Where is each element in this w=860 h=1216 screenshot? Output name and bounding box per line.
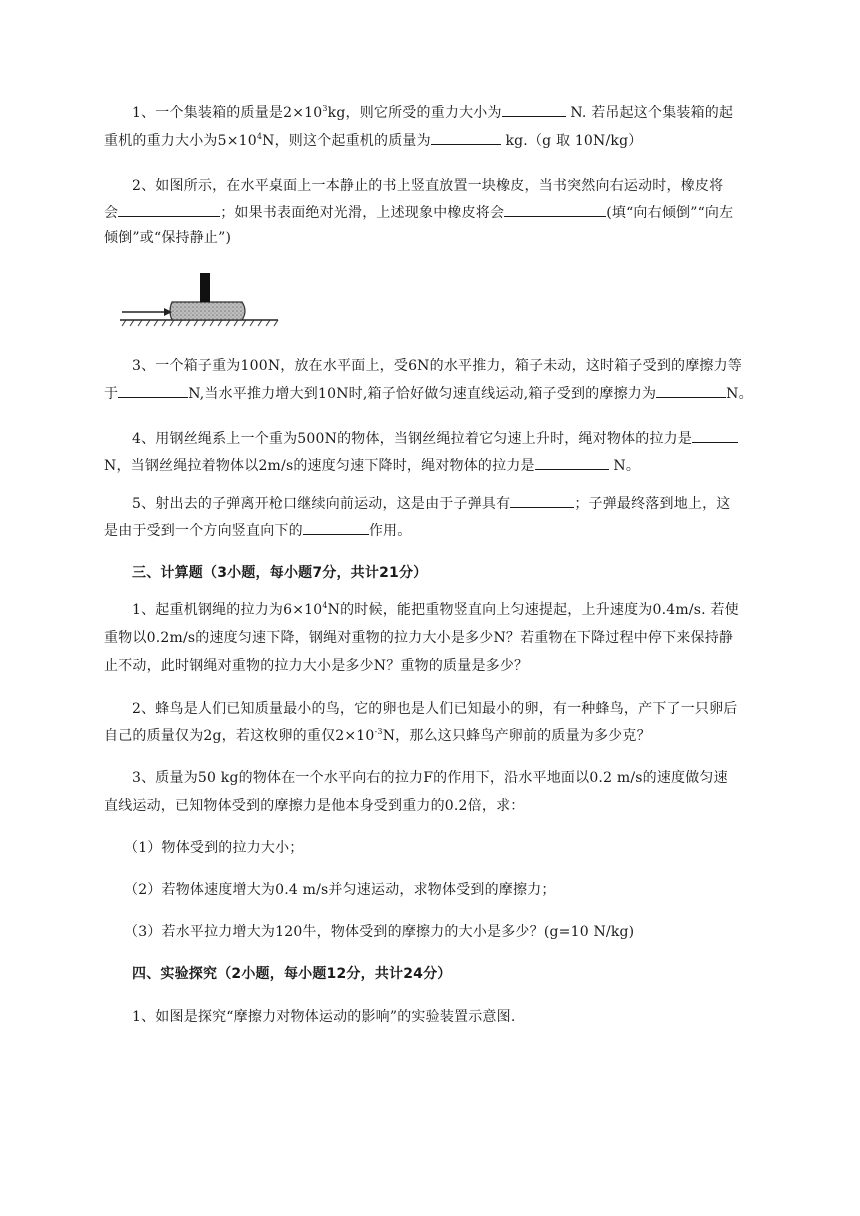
q3-text: N。 xyxy=(726,386,753,402)
exponent: 4 xyxy=(322,601,328,610)
q2-text: (填“向右倾倒”“向左 xyxy=(606,205,734,221)
c2-line2 xyxy=(104,722,804,750)
answer-blank[interactable] xyxy=(118,202,220,217)
hatching xyxy=(122,320,278,326)
q4-text: N。 xyxy=(608,458,641,474)
c1-line2: 重物以0.2m/s的速度匀速下降，钢绳对重物的拉力大小是多少N？若重物在下降过程中停下来保持静 xyxy=(104,630,734,646)
q1-line2 xyxy=(104,127,804,155)
answer-blank[interactable] xyxy=(303,520,369,535)
q2-line3: 倾倒”或“保持静止”) xyxy=(104,230,232,246)
q2-line2 xyxy=(104,199,804,227)
c1-text: 1、起重机钢绳的拉力为6×10 xyxy=(132,602,323,618)
c2-line1: 2、蜂鸟是人们已知质量最小的鸟，它的卵也是人们已知最小的卵，有一种蜂鸟，产下了一只卵后 xyxy=(132,701,738,717)
section-3-heading: 三、计算题（3小题，每小题7分，共计21分） xyxy=(132,565,428,581)
q1-text: 重机的重力大小为5×10 xyxy=(104,133,257,149)
q4-text: N，当钢丝绳拉着物体以2m/s的速度匀速下降时，绳对物体的拉力是 xyxy=(104,458,535,474)
q3-line2 xyxy=(104,380,804,408)
answer-blank[interactable] xyxy=(431,130,501,145)
q3-text: 于 xyxy=(104,386,119,402)
c3-line1: 3、质量为50 kg的物体在一个水平向右的拉力F的作用下，沿水平地面以0.2 m/s的速度做匀速 xyxy=(132,770,728,786)
q5-line1 xyxy=(132,490,832,518)
e1-line1: 1、如图是探究“摩擦力对物体运动的影响”的实验装置示意图. xyxy=(132,1009,516,1025)
exponent: -3 xyxy=(374,727,383,736)
answer-blank[interactable] xyxy=(118,383,188,398)
eraser-shape xyxy=(200,273,210,302)
q4-line1 xyxy=(132,425,832,453)
q1-text: kg.（g 取 10N/kg） xyxy=(500,133,643,149)
answer-blank[interactable] xyxy=(502,102,566,117)
q1-text: N. 若吊起这个集装箱的起 xyxy=(565,105,734,121)
q1-text: N，则这个起重机的质量为 xyxy=(262,133,431,149)
c3-sub3: （3）若水平拉力增大为120牛，物体受到的摩擦力的大小是多少？(g=10 N/kg) xyxy=(124,924,635,940)
q5-text: 作用。 xyxy=(368,523,412,539)
section-4-heading: 四、实验探究（2小题，每小题12分，共计24分） xyxy=(132,966,452,982)
q1-line1 xyxy=(132,99,832,127)
q3-line1: 3、一个箱子重为100N，放在水平面上，受6N的水平推力，箱子未动，这时箱子受到的摩擦力等 xyxy=(132,358,743,374)
c2-text: N，那么这只蜂鸟产卵前的质量为多少克？ xyxy=(382,728,651,744)
q5-text: 是由于受到一个方向竖直向下的 xyxy=(104,523,303,539)
c1-line3: 止不动，此时钢绳对重物的拉力大小是多少N？重物的质量是多少？ xyxy=(104,658,529,674)
q2-text: 会 xyxy=(104,205,119,221)
q4-text: 4、用钢丝绳系上一个重为500N的物体，当钢丝绳拉着它匀速上升时，绳对物体的拉力是 xyxy=(132,431,693,447)
c2-text: 自己的质量仅为2g，若这枚卵的重仅2×10 xyxy=(104,728,375,744)
book-shape xyxy=(170,302,245,320)
q5-text: ；子弹最终落到地上，这 xyxy=(574,496,731,512)
c3-sub2: （2）若物体速度增大为0.4 m/s并匀速运动，求物体受到的摩擦力； xyxy=(124,882,556,898)
c3-sub1: （1）物体受到的拉力大小； xyxy=(124,840,304,856)
q1-text: kg，则它所受的重力大小为 xyxy=(327,105,502,121)
answer-blank[interactable] xyxy=(510,493,574,508)
answer-blank[interactable] xyxy=(504,202,606,217)
c1-text: N的时候，能把重物竖直向上匀速提起，上升速度为0.4m/s. 若使 xyxy=(327,602,739,618)
exponent: 4 xyxy=(256,132,263,141)
q2-text: ；如果书表面绝对光滑，上述现象中橡皮将会 xyxy=(220,205,505,221)
exponent: 3 xyxy=(322,104,328,113)
answer-blank[interactable] xyxy=(535,455,609,470)
q5-line2 xyxy=(104,517,804,545)
answer-blank[interactable] xyxy=(692,428,738,443)
q5-text: 5、射出去的子弹离开枪口继续向前运动，这是由于子弹具有 xyxy=(132,496,511,512)
c3-line2: 直线运动，已知物体受到的摩擦力是他本身受到重力的0.2倍，求： xyxy=(104,798,525,814)
q1-text: 1、一个集装箱的质量是2×10 xyxy=(132,105,323,121)
q3-text: N,当水平推力增大到10N时,箱子恰好做匀速直线运动,箱子受到的摩擦力为 xyxy=(188,386,657,402)
q4-line2 xyxy=(104,452,804,480)
q2-line1: 2、如图所示，在水平桌面上一本静止的书上竖直放置一块橡皮，当书突然向右运动时，橡皮将 xyxy=(132,178,724,194)
answer-blank[interactable] xyxy=(656,383,726,398)
c1-line1 xyxy=(132,596,832,624)
book-eraser-figure xyxy=(120,270,280,330)
